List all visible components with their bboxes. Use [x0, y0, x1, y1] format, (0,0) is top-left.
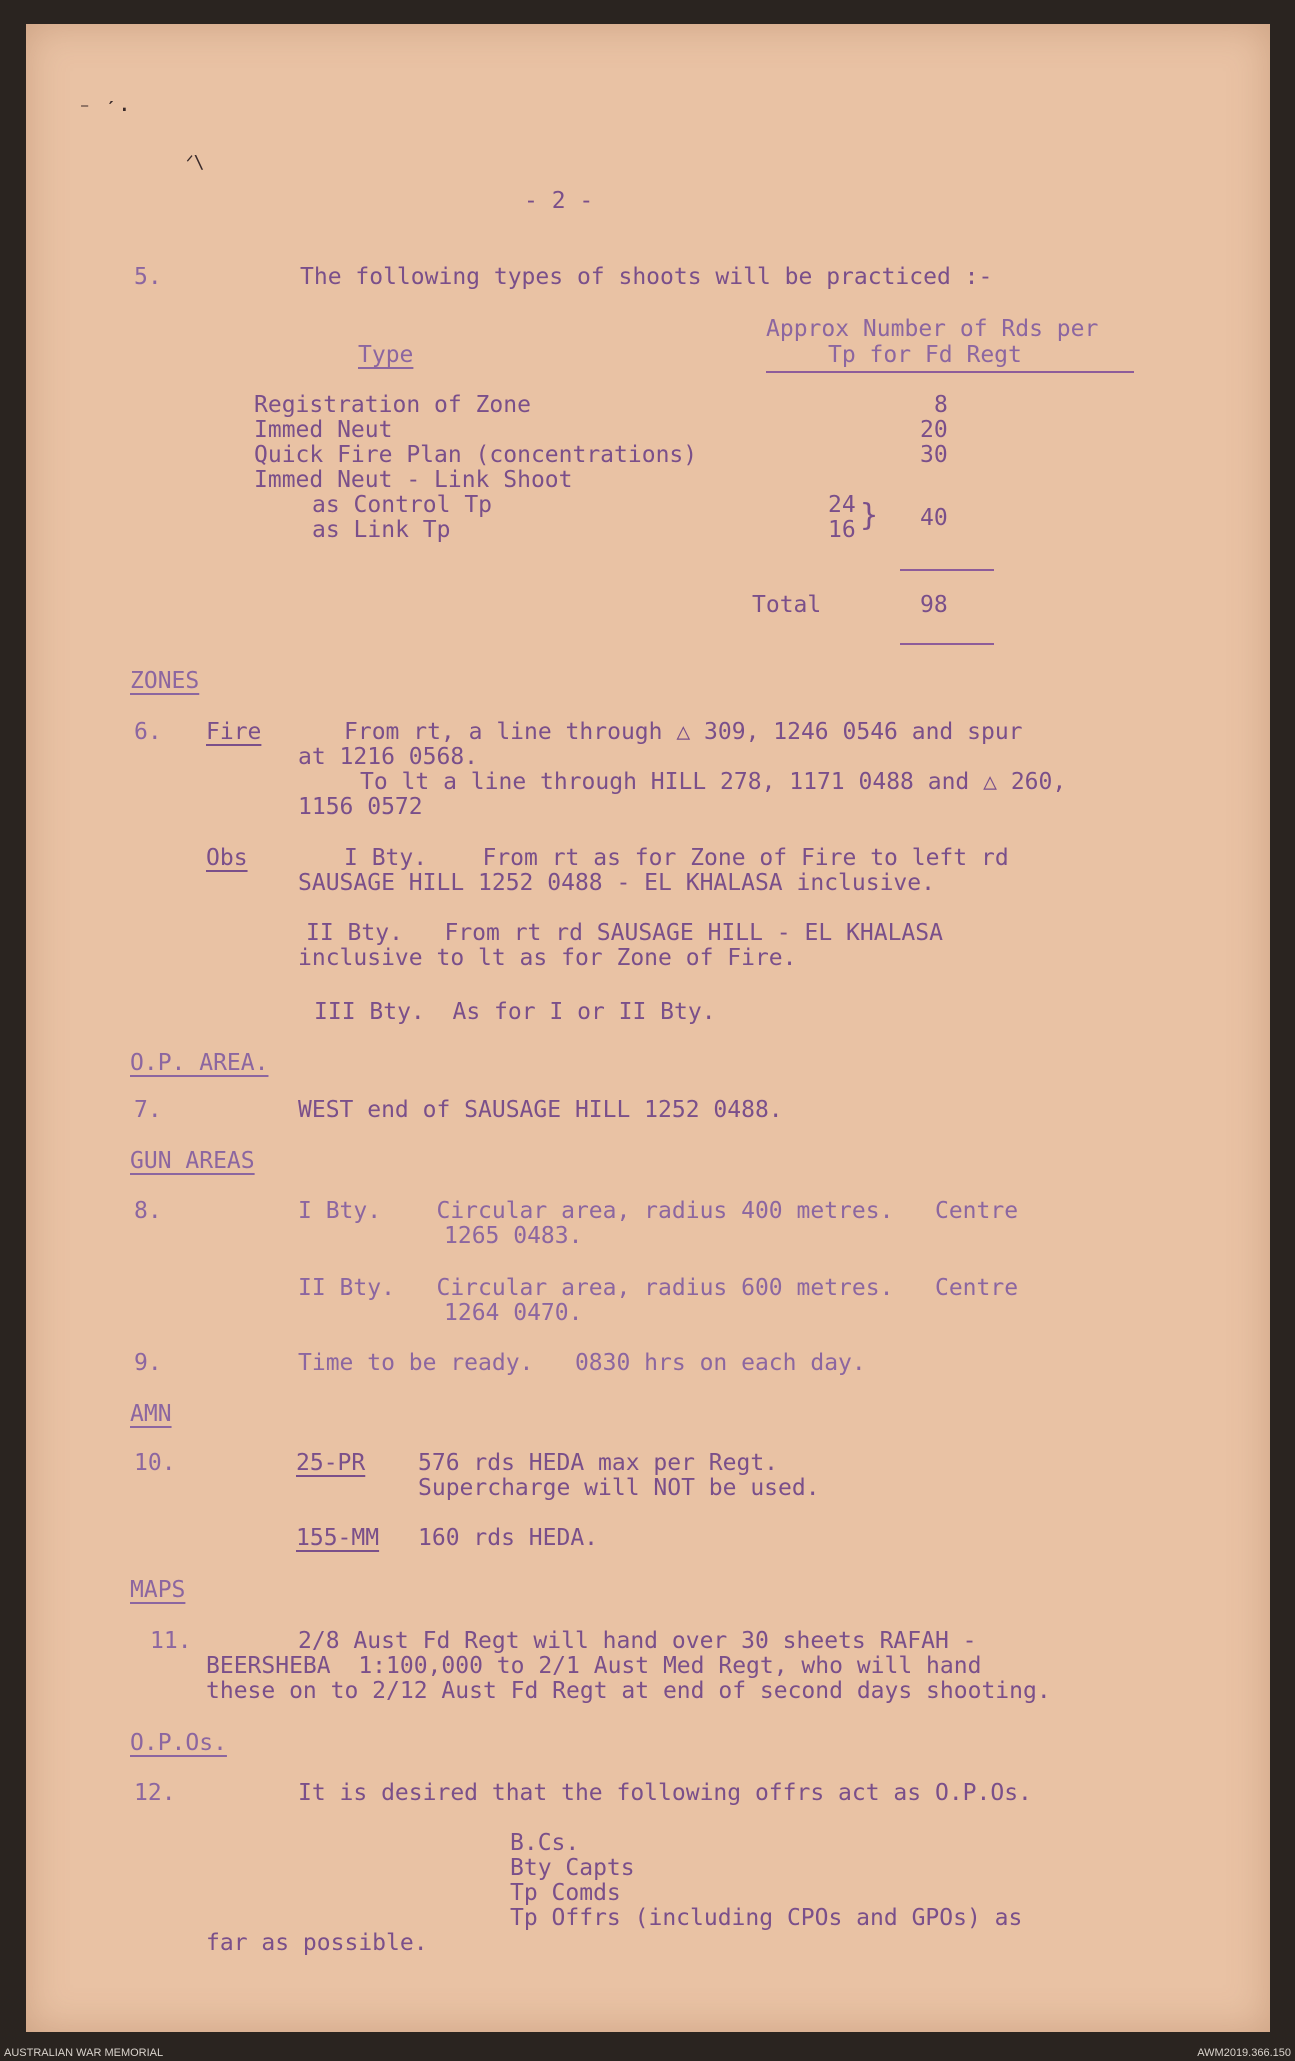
para-text: The following types of shoots will be practiced :- — [300, 264, 993, 290]
zone-text: II Bty. From rt rd SAUSAGE HILL - EL KHALASA — [306, 920, 943, 946]
shoot-type: Immed Neut - Link Shoot — [254, 467, 573, 493]
shoot-subrounds: 24 — [828, 492, 856, 518]
zone-text: 1156 0572 — [298, 794, 423, 820]
maps-text: BEERSHEBA 1:100,000 to 2/1 Aust Med Regt, who will hand — [206, 1653, 982, 1679]
total-value: 98 — [920, 592, 948, 618]
total-rule — [900, 643, 994, 645]
list-item: Bty Capts — [510, 1855, 635, 1881]
page-number: - 2 - — [524, 188, 594, 214]
section-heading: O.P.Os. — [130, 1730, 227, 1756]
shoot-rounds: 8 — [934, 392, 948, 418]
para-number: 11. — [150, 1628, 192, 1654]
sub-heading: 155-MM — [296, 1525, 380, 1551]
shoot-subtype: as Link Tp — [312, 517, 451, 543]
zone-text: inclusive to lt as for Zone of Fire. — [298, 945, 797, 971]
shoot-subtype: as Control Tp — [312, 492, 493, 518]
para-number: 5. — [134, 264, 162, 290]
section-heading: O.P. AREA. — [130, 1050, 269, 1076]
gun-area-text: 1264 0470. — [444, 1300, 583, 1326]
shoot-type: Quick Fire Plan (concentrations) — [254, 442, 698, 468]
para-number: 9. — [134, 1350, 162, 1376]
column-header: Tp for Fd Regt — [828, 342, 1022, 368]
shoot-subrounds: 16 — [828, 517, 856, 543]
para-text: It is desired that the following offrs act as O.P.Os. — [298, 1780, 1032, 1806]
shoot-rounds: 30 — [920, 442, 948, 468]
list-item: B.Cs. — [510, 1830, 580, 1856]
section-heading: ZONES — [130, 668, 200, 694]
maps-text: these on to 2/12 Aust Fd Regt at end of second days shooting. — [206, 1678, 1051, 1704]
brace: } — [860, 498, 879, 533]
para-number: 10. — [134, 1450, 176, 1476]
shoot-type: Immed Neut — [254, 417, 393, 443]
zone-text: To lt a line through HILL 278, 1171 0488 and △ 260, — [360, 769, 1067, 795]
sub-heading: Fire — [206, 719, 262, 745]
amn-text: 160 rds HEDA. — [418, 1525, 599, 1551]
list-item: Tp Comds — [510, 1880, 621, 1906]
total-rule — [900, 569, 994, 571]
section-heading: AMN — [130, 1401, 172, 1427]
total-label: Total — [752, 592, 822, 618]
ink-smudge: ᐟ\ — [186, 152, 205, 173]
column-header: Approx Number of Rds per — [766, 316, 1099, 342]
zone-text: From rt, a line through △ 309, 1246 0546 and spur — [344, 719, 1023, 745]
section-heading: GUN AREAS — [130, 1148, 255, 1174]
zone-text: at 1216 0568. — [298, 744, 479, 770]
para-text: Time to be ready. 0830 hrs on each day. — [298, 1350, 866, 1376]
gun-area-text: 1265 0483. — [444, 1223, 583, 1249]
shoot-type: Registration of Zone — [254, 392, 531, 418]
para-number: 7. — [134, 1097, 162, 1123]
maps-text: 2/8 Aust Fd Regt will hand over 30 sheets RAFAH - — [298, 1628, 977, 1654]
sub-heading: Obs — [206, 845, 248, 871]
para-number: 12. — [134, 1780, 176, 1806]
amn-text: Supercharge will NOT be used. — [418, 1475, 820, 1501]
para-number: 6. — [134, 719, 162, 745]
para-text: WEST end of SAUSAGE HILL 1252 0488. — [298, 1097, 783, 1123]
para-number: 8. — [134, 1198, 162, 1224]
gun-area-text: II Bty. Circular area, radius 600 metres. Centre — [298, 1275, 1019, 1301]
section-heading: MAPS — [130, 1577, 186, 1603]
footer-archive-name: AUSTRALIAN WAR MEMORIAL — [4, 2047, 164, 2059]
list-item: Tp Offrs (including CPOs and GPOs) as — [510, 1905, 1023, 1931]
amn-text: 576 rds HEDA max per Regt. — [418, 1450, 779, 1476]
zone-text: SAUSAGE HILL 1252 0488 - EL KHALASA inclusive. — [298, 870, 935, 896]
gun-area-text: I Bty. Circular area, radius 400 metres. Centre — [298, 1198, 1019, 1224]
column-header-type: Type — [358, 342, 414, 368]
shoot-rounds: 20 — [920, 417, 948, 443]
zone-text: I Bty. From rt as for Zone of Fire to left rd — [344, 845, 1009, 871]
header-underline — [766, 371, 1134, 373]
para-text: far as possible. — [206, 1930, 428, 1956]
footer-archive-ref: AWM2019.366.150 — [1197, 2047, 1291, 2059]
zone-text: III Bty. As for I or II Bty. — [314, 999, 716, 1025]
sub-heading: 25-PR — [296, 1450, 366, 1476]
shoot-rounds-sub-total: 40 — [920, 505, 948, 531]
ink-smudge: ⁻ ˊ· — [78, 98, 131, 123]
